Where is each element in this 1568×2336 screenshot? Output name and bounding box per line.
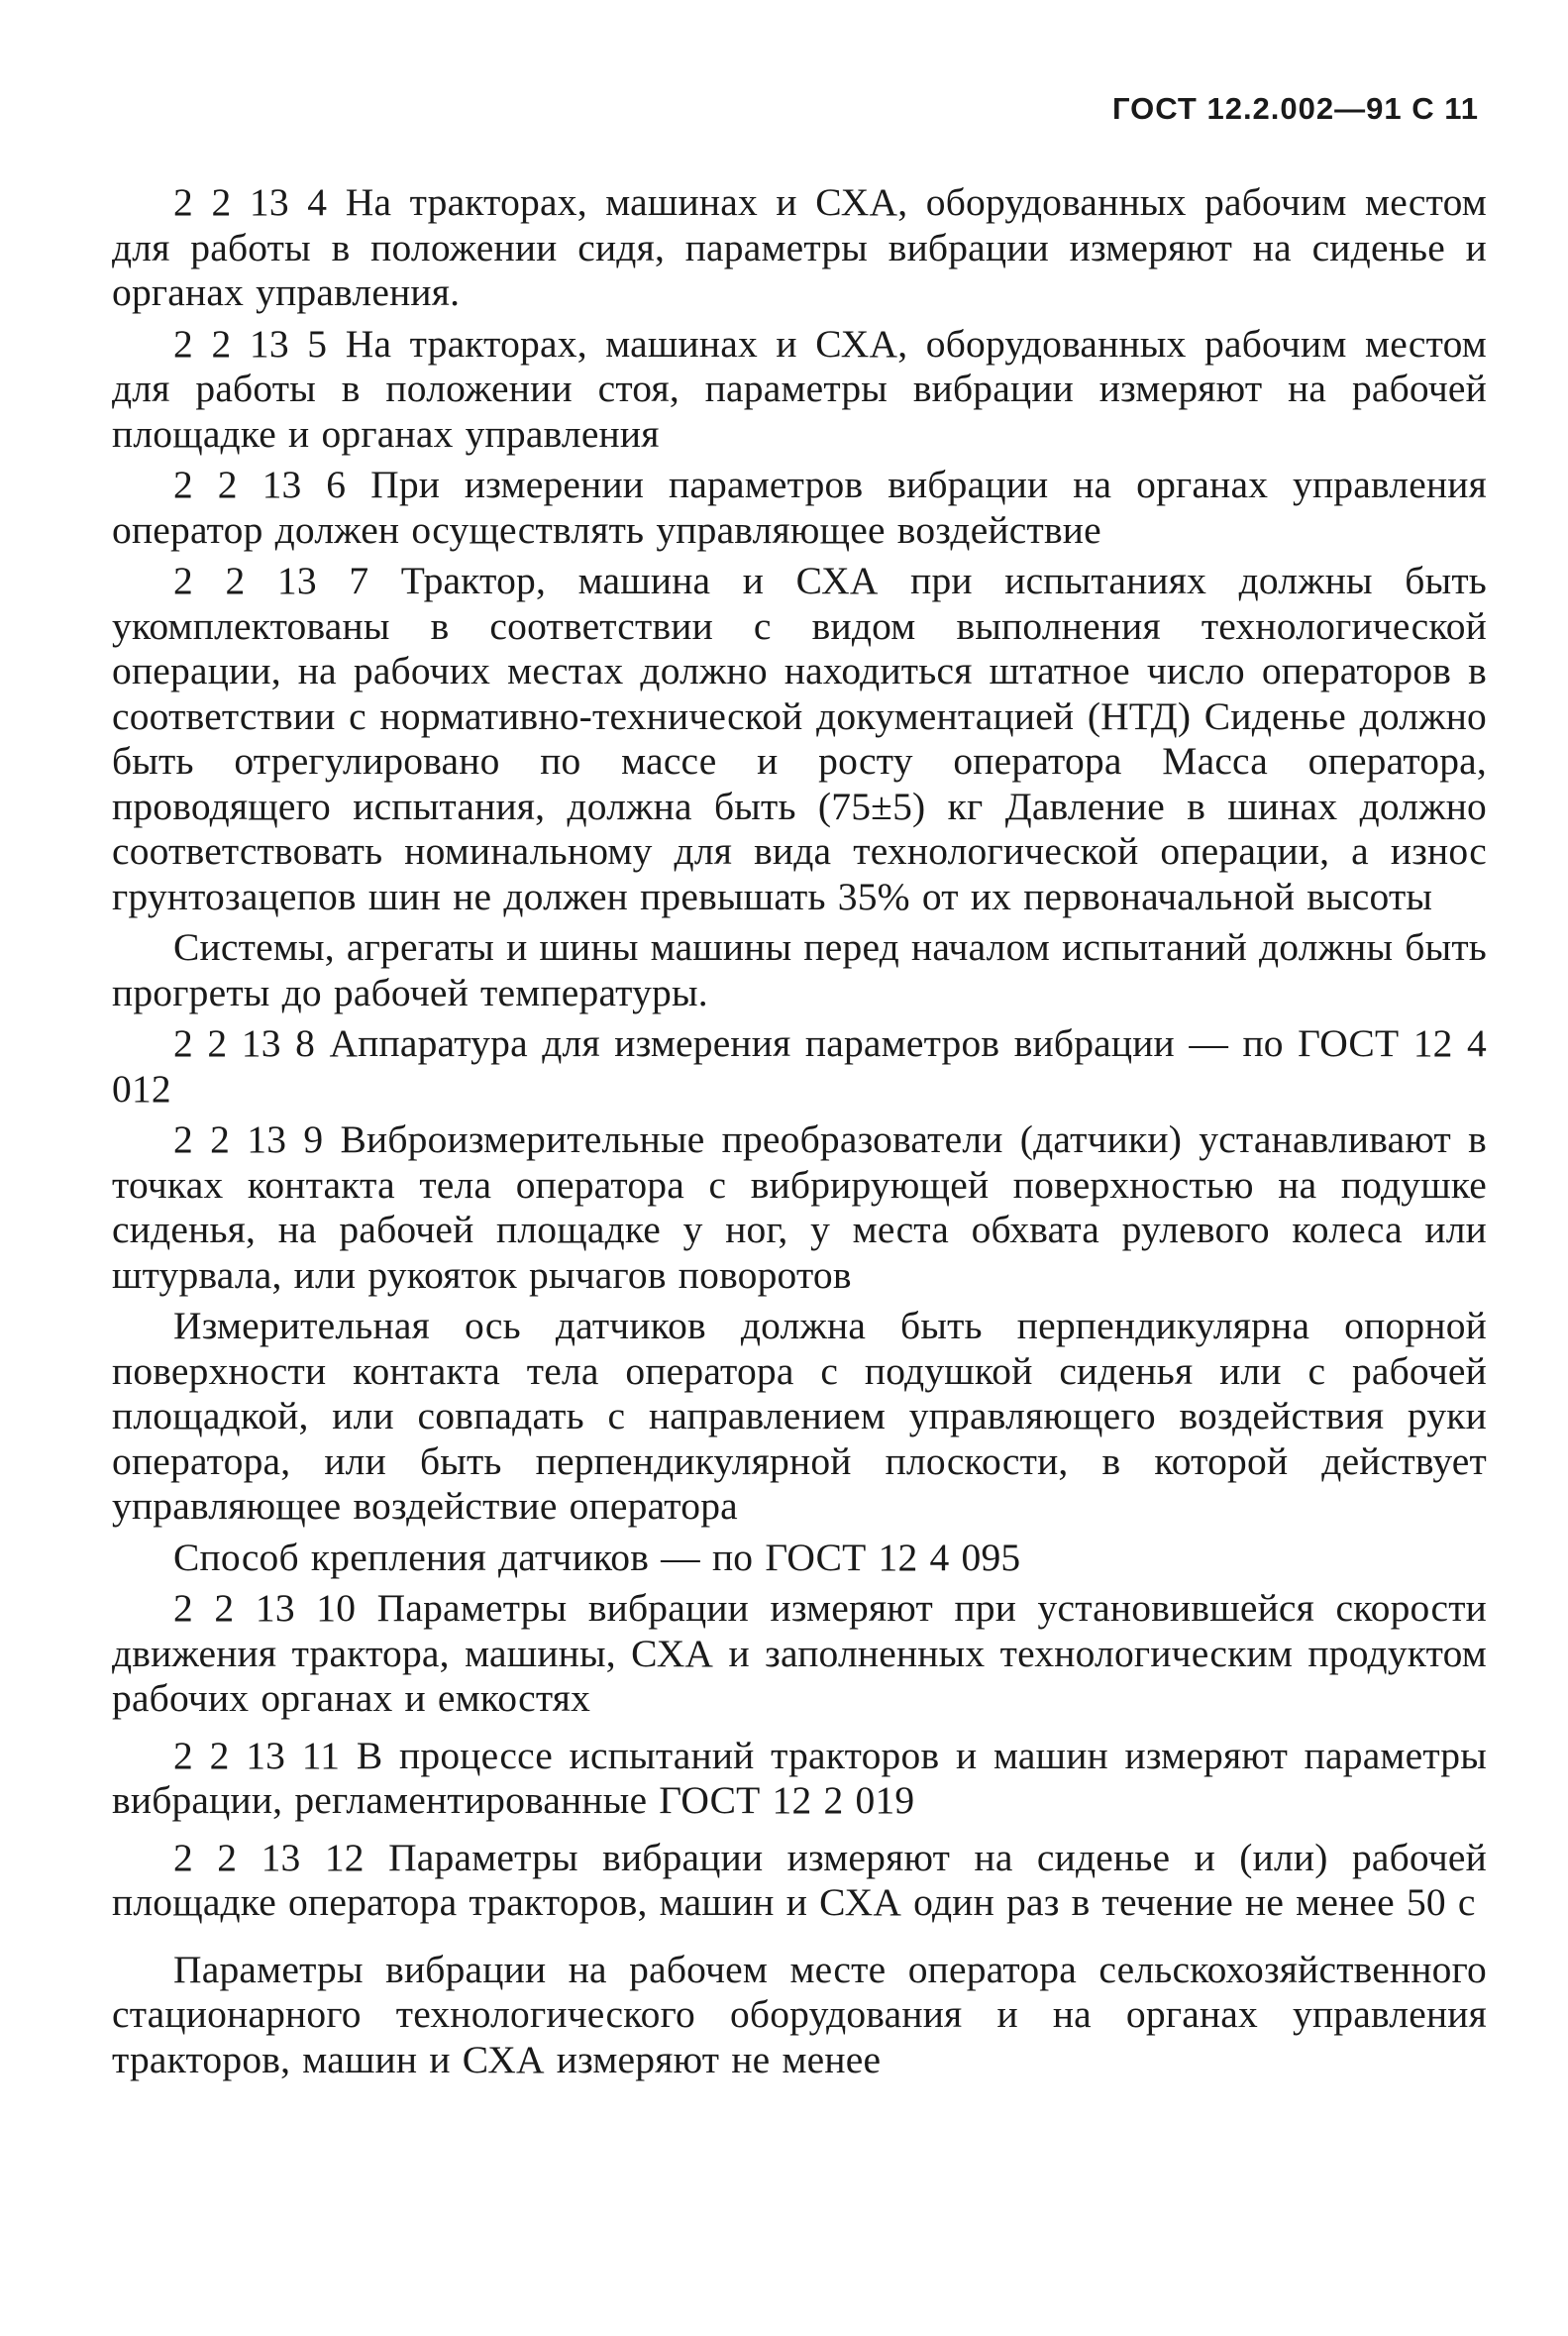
running-header: ГОСТ 12.2.002—91 С 11	[1112, 91, 1479, 126]
paragraph-2-2-13-12: 2 2 13 12 Параметры вибрации измеряют на сиденье и (или) рабочей площадке оператора тракторов, машин и СХА один раз в течение не менее 50 с	[112, 1835, 1487, 1924]
paragraph-2-2-13-10: 2 2 13 10 Параметры вибрации измеряют при установившейся скорости движения трактора, машины, СХА и заполненных технологическим продуктом рабочих органах и емкостях	[112, 1586, 1487, 1720]
paragraph-2-2-13-4: 2 2 13 4 На тракторах, машинах и СХА, оборудованных рабочим местом для работы в положении сидя, параметры вибрации измеряют на сиденье и органах управления.	[112, 180, 1487, 314]
paragraph-sensor-axis: Измерительная ось датчиков должна быть перпендикулярна опорной поверхности контакта тела оператора с подушкой сиденья или с рабочей площадкой, или совпадать с направлением управляющего воздействия руки оператора, или быть перпендикулярной плоскости, в которой действует управляющее воздействие оператора	[112, 1304, 1487, 1528]
paragraph-stationary-equipment: Параметры вибрации на рабочем месте оператора сельскохозяйственного стационарного технологического оборудования и на органах управления тракторов, машин и СХА измеряют не менее	[112, 1947, 1487, 2081]
paragraph-2-2-13-5: 2 2 13 5 На тракторах, машинах и СХА, оборудованных рабочим местом для работы в положении стоя, параметры вибрации измеряют на рабочей площадке и органах управления	[112, 321, 1487, 456]
paragraph-2-2-13-9: 2 2 13 9 Виброизмерительные преобразователи (датчики) устанавливают в точках контакта тела оператора с вибрирующей поверхностью на подушке сиденья, на рабочей площадке у ног, у места обхвата рулевого колеса или штурвала, или рукояток рычагов поворотов	[112, 1117, 1487, 1297]
paragraph-2-2-13-6: 2 2 13 6 При измерении параметров вибрации на органах управления оператор должен осуществлять управляющее воздействие	[112, 463, 1487, 552]
paragraph-mounting-method: Способ крепления датчиков — по ГОСТ 12 4 095	[173, 1535, 1021, 1579]
paragraph-systems-warmup: Системы, агрегаты и шины машины перед началом испытаний должны быть прогреты до рабочей температуры.	[112, 925, 1487, 1014]
paragraph-2-2-13-8: 2 2 13 8 Аппаратура для измерения параметров вибрации — по ГОСТ 12 4 012	[112, 1021, 1487, 1111]
paragraph-2-2-13-11: 2 2 13 11 В процессе испытаний тракторов и машин измеряют параметры вибрации, регламентированные ГОСТ 12 2 019	[112, 1733, 1487, 1822]
body-text	[112, 180, 1487, 2088]
paragraph-2-2-13-7: 2 2 13 7 Трактор, машина и СХА при испытаниях должны быть укомплектованы в соответствии с видом выполнения технологической операции, на рабочих местах должно находиться штатное число операторов в соответствии с нормативно-технической документацией (НТД) Сиденье должно быть отрегулировано по массе и росту оператора Масса оператора, проводящего испытания, должна быть (75±5) кг Давление в шинах должно соответствовать номинальному для вида технологической операции, а износ грунтозацепов шин не должен превышать 35% от их первоначальной высоты	[112, 559, 1487, 918]
